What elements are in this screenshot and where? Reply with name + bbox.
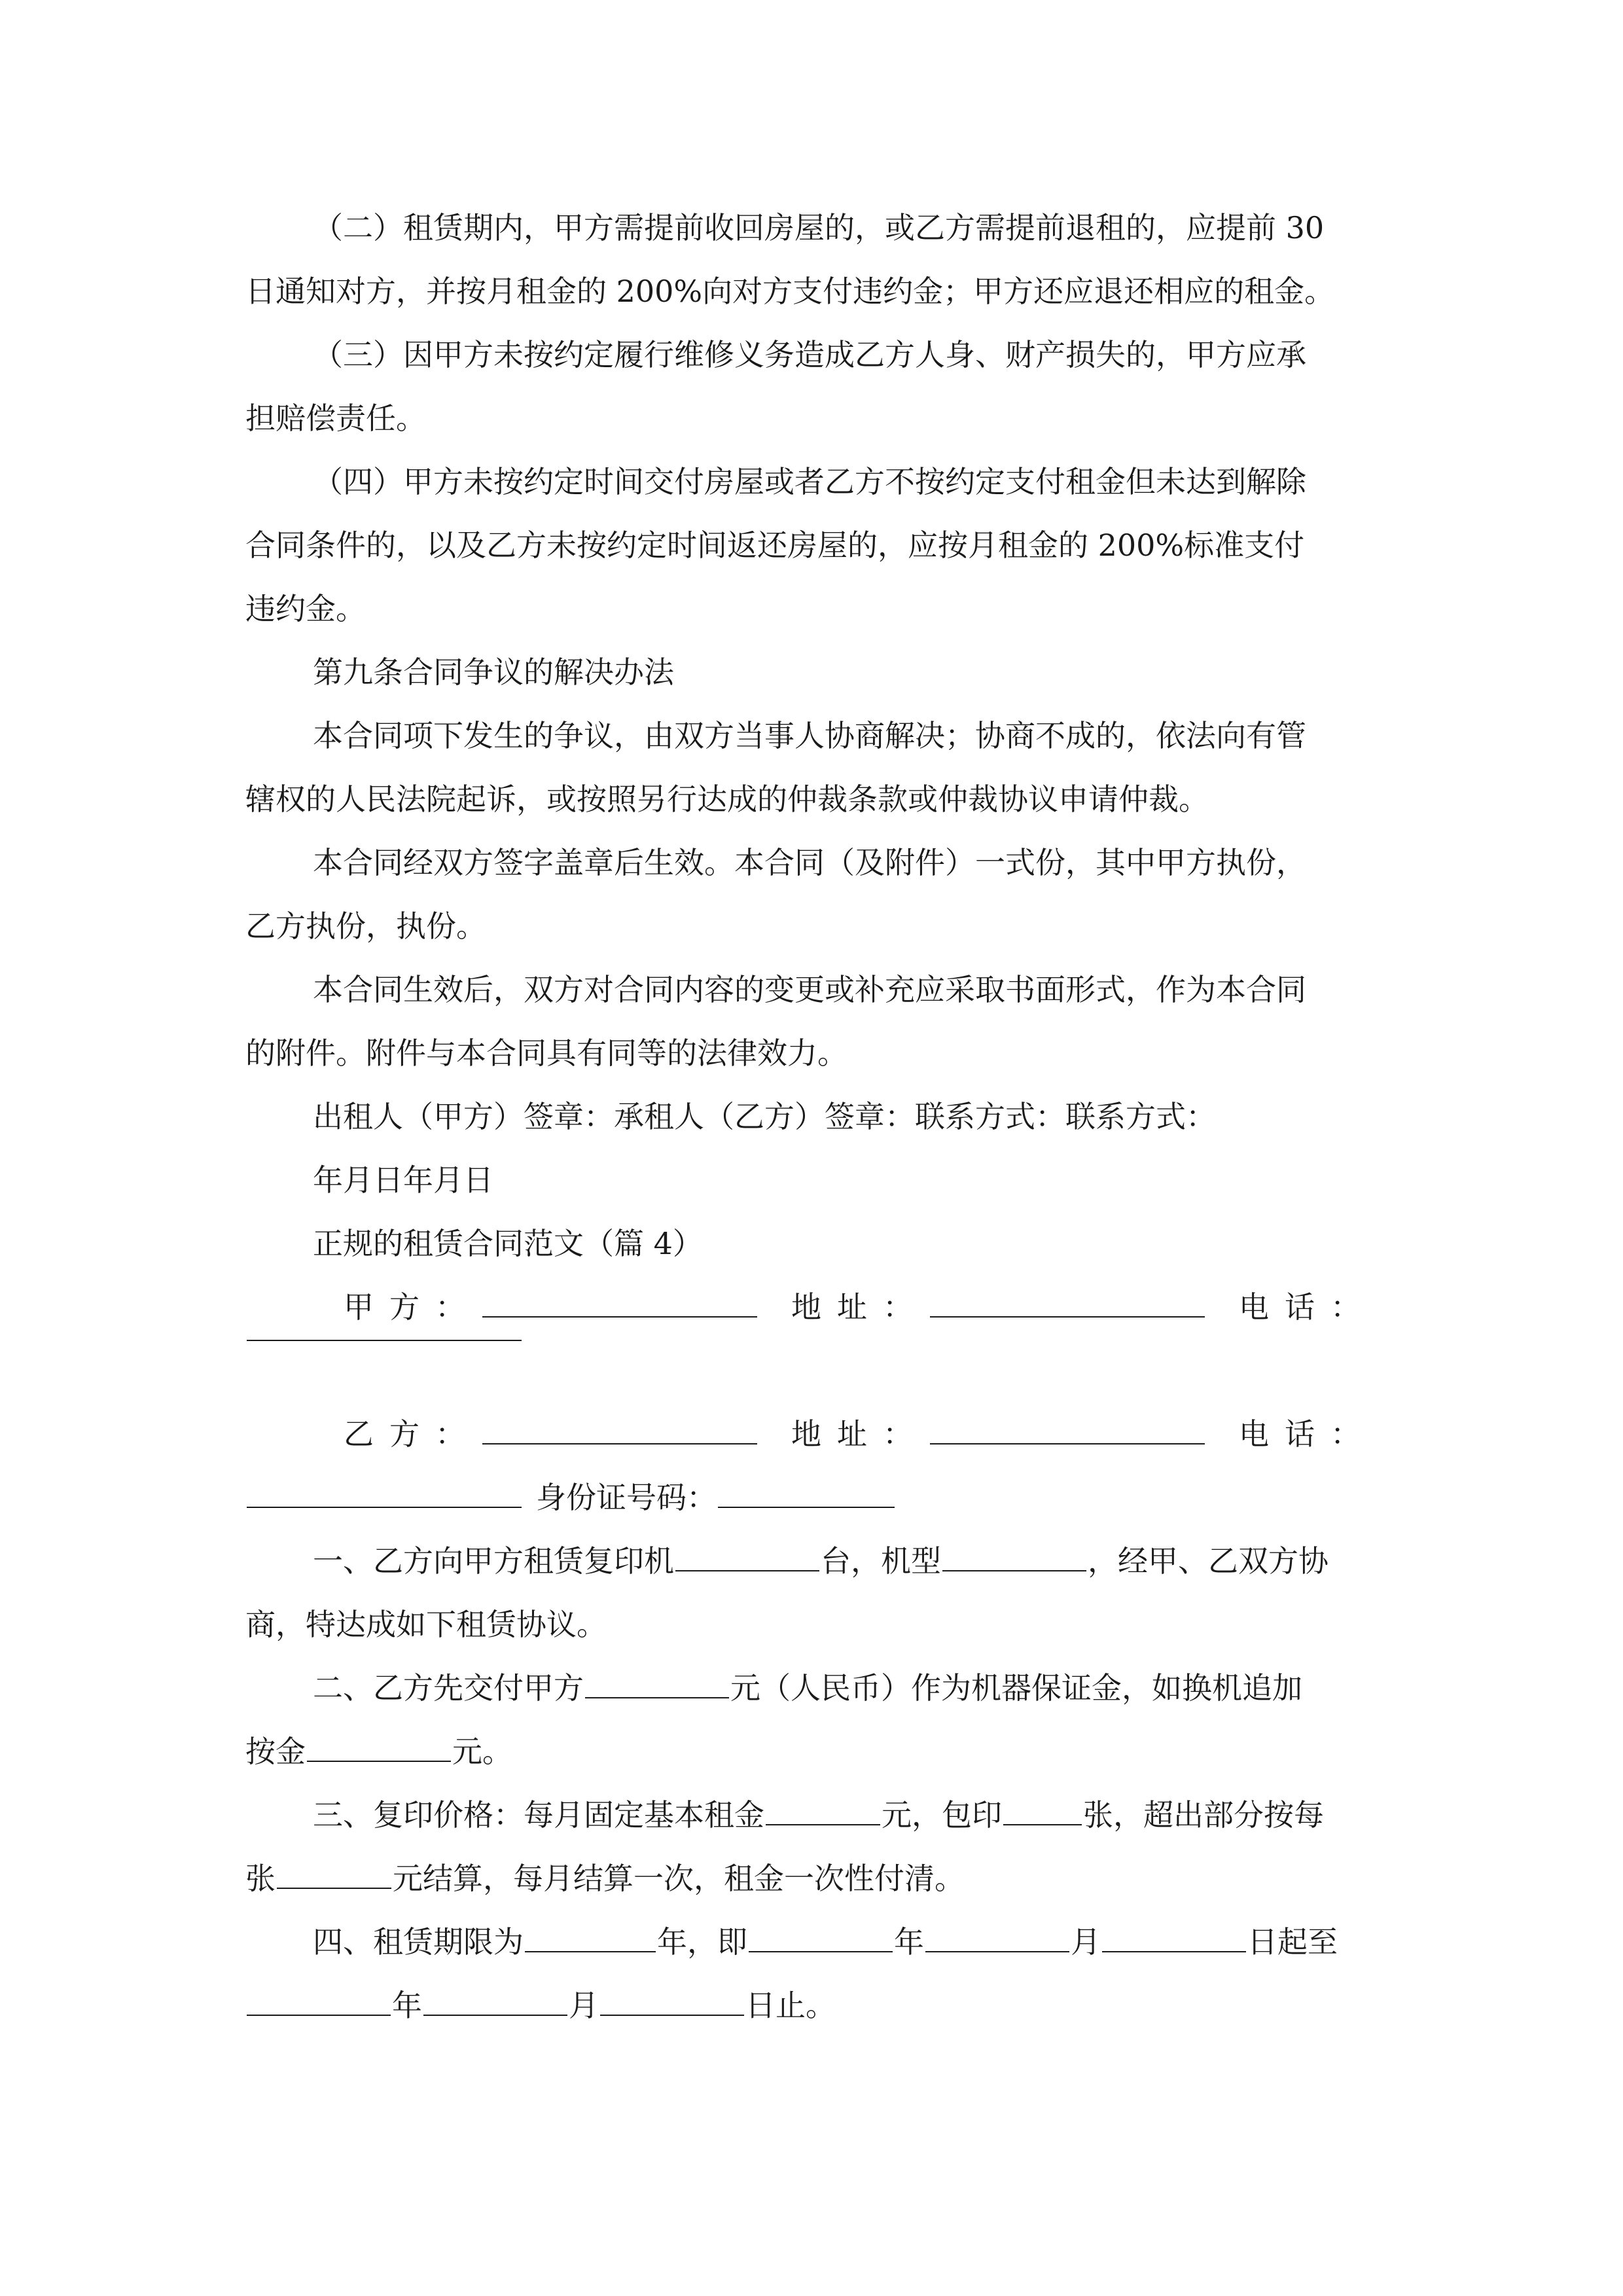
party-b-name-field[interactable] <box>482 1443 757 1444</box>
party-b-id-field[interactable] <box>718 1506 895 1508</box>
amendment-line-1: 本合同生效后，双方对合同内容的变更或补充应采取书面形式，作为本合同 <box>313 972 1306 1007</box>
party-b-label: 乙方： <box>344 1416 481 1452</box>
clause-3-text-d: 张 <box>245 1861 276 1896</box>
clause-4-text-h: 日止。 <box>745 1988 836 2023</box>
clause-4-text-a: 四、租赁期限为 <box>313 1924 524 1960</box>
clause-2-line-2: 日通知对方，并按月租金的 200%向对方支付违约金；甲方还应退还相应的租金。 <box>245 274 1335 309</box>
clause-1-text-c: ，经甲、乙双方协 <box>1088 1543 1329 1579</box>
signature-line: 出租人（甲方）签章：承租人（乙方）签章：联系方式：联系方式： <box>313 1099 1216 1134</box>
article-9-heading: 第九条合同争议的解决办法 <box>313 655 674 690</box>
clause-4-text-f: 年 <box>392 1988 422 2023</box>
party-b-address-field[interactable] <box>930 1443 1205 1444</box>
start-year-field[interactable] <box>749 1950 893 1952</box>
party-b-address-label: 地址： <box>791 1416 929 1452</box>
party-b-phone-field[interactable] <box>247 1506 522 1508</box>
clause-2-text-a: 二、乙方先交付甲方 <box>313 1670 584 1706</box>
document-page <box>245 196 1378 2037</box>
end-year-field[interactable] <box>247 2014 391 2016</box>
party-a-address-label: 地址： <box>791 1289 929 1325</box>
clause-1-text-b: 台，机型 <box>821 1543 941 1579</box>
party-a-phone-field[interactable] <box>247 1339 522 1341</box>
clause-2-text-d: 元。 <box>452 1734 512 1769</box>
start-month-field[interactable] <box>925 1950 1069 1952</box>
clause-2-row-2 <box>245 1720 1378 1784</box>
party-a-label: 甲方： <box>344 1289 481 1325</box>
party-b-id-label: 身份证号码： <box>536 1480 717 1515</box>
clause-2-row-1 <box>245 1657 1378 1720</box>
base-rent-field[interactable] <box>766 1823 880 1825</box>
clause-2-line-1: （二）租赁期内，甲方需提前收回房屋的，或乙方需提前退租的，应提前 30 <box>313 210 1325 245</box>
party-a-row <box>245 1276 1378 1339</box>
effect-line-2: 乙方执份，执份。 <box>245 908 486 944</box>
dispute-line-1: 本合同项下发生的争议，由双方当事人协商解决；协商不成的，依法向有管 <box>313 718 1306 753</box>
clause-4-text-e: 日起至 <box>1247 1924 1338 1960</box>
end-day-field[interactable] <box>600 2014 744 2016</box>
clause-4-row-1 <box>245 1910 1378 1974</box>
amendment-line-2: 的附件。附件与本合同具有同等的法律效力。 <box>245 1035 847 1071</box>
clause-3-line-1: （三）因甲方未按约定履行维修义务造成乙方人身、财产损失的，甲方应承 <box>313 337 1306 372</box>
lease-years-field[interactable] <box>525 1950 656 1952</box>
clause-4-text-d: 月 <box>1071 1924 1101 1960</box>
party-b-row <box>245 1403 1378 1466</box>
clause-3-row-1 <box>245 1784 1378 1847</box>
clause-3-line-2: 担赔偿责任。 <box>245 401 426 436</box>
clause-3-text-a: 三、复印价格：每月固定基本租金 <box>313 1797 764 1833</box>
clause-4-line-3: 违约金。 <box>245 591 366 626</box>
party-a-name-field[interactable] <box>482 1316 757 1318</box>
clause-4-line-1: （四）甲方未按约定时间交付房屋或者乙方不按约定支付租金但未达到解除 <box>313 464 1306 499</box>
end-month-field[interactable] <box>423 2014 567 2016</box>
date-line: 年月日年月日 <box>313 1162 493 1198</box>
clause-1-text-a: 一、乙方向甲方租赁复印机 <box>313 1543 674 1579</box>
clause-3-text-b: 元，包印 <box>882 1797 1002 1833</box>
clause-3-text-c: 张，超出部分按每 <box>1083 1797 1324 1833</box>
clause-4-line-2: 合同条件的，以及乙方未按约定时间返还房屋的，应按月租金的 200%标准支付 <box>245 528 1305 563</box>
party-a-phone-label: 电话： <box>1239 1289 1376 1325</box>
clause-4-row-2 <box>245 1974 1378 2037</box>
extra-deposit-field[interactable] <box>307 1760 451 1762</box>
deposit-amount-field[interactable] <box>585 1696 729 1698</box>
clause-4-text-g: 月 <box>569 1988 599 2023</box>
per-copy-price-field[interactable] <box>277 1887 391 1889</box>
dispute-line-2: 辖权的人民法院起诉，或按照另行达成的仲裁条款或仲裁协议申请仲裁。 <box>245 781 1209 817</box>
copier-model-field[interactable] <box>942 1570 1086 1571</box>
start-day-field[interactable] <box>1102 1950 1246 1952</box>
party-b-phone-row <box>245 1466 1378 1530</box>
section-title: 正规的租赁合同范文（篇 4） <box>313 1226 703 1261</box>
party-a-address-field[interactable] <box>930 1316 1205 1318</box>
clause-1-row-2 <box>245 1593 1378 1657</box>
party-a-phone-row <box>245 1339 1378 1403</box>
effect-line-1: 本合同经双方签字盖章后生效。本合同（及附件）一式份，其中甲方执份， <box>313 845 1306 880</box>
clause-1-text-d: 商，特达成如下租赁协议。 <box>245 1607 607 1642</box>
clause-2-text-b: 元（人民币）作为机器保证金，如换机追加 <box>730 1670 1302 1706</box>
included-copies-field[interactable] <box>1003 1823 1082 1825</box>
clause-2-text-c: 按金 <box>245 1734 306 1769</box>
clause-3-row-2 <box>245 1847 1378 1910</box>
party-b-phone-label: 电话： <box>1239 1416 1376 1452</box>
clause-3-text-e: 元结算，每月结算一次，租金一次性付清。 <box>393 1861 965 1896</box>
clause-1-row-1 <box>245 1530 1378 1593</box>
copier-count-field[interactable] <box>675 1570 819 1571</box>
clause-4-text-b: 年，即 <box>657 1924 747 1960</box>
clause-4-text-c: 年 <box>894 1924 924 1960</box>
